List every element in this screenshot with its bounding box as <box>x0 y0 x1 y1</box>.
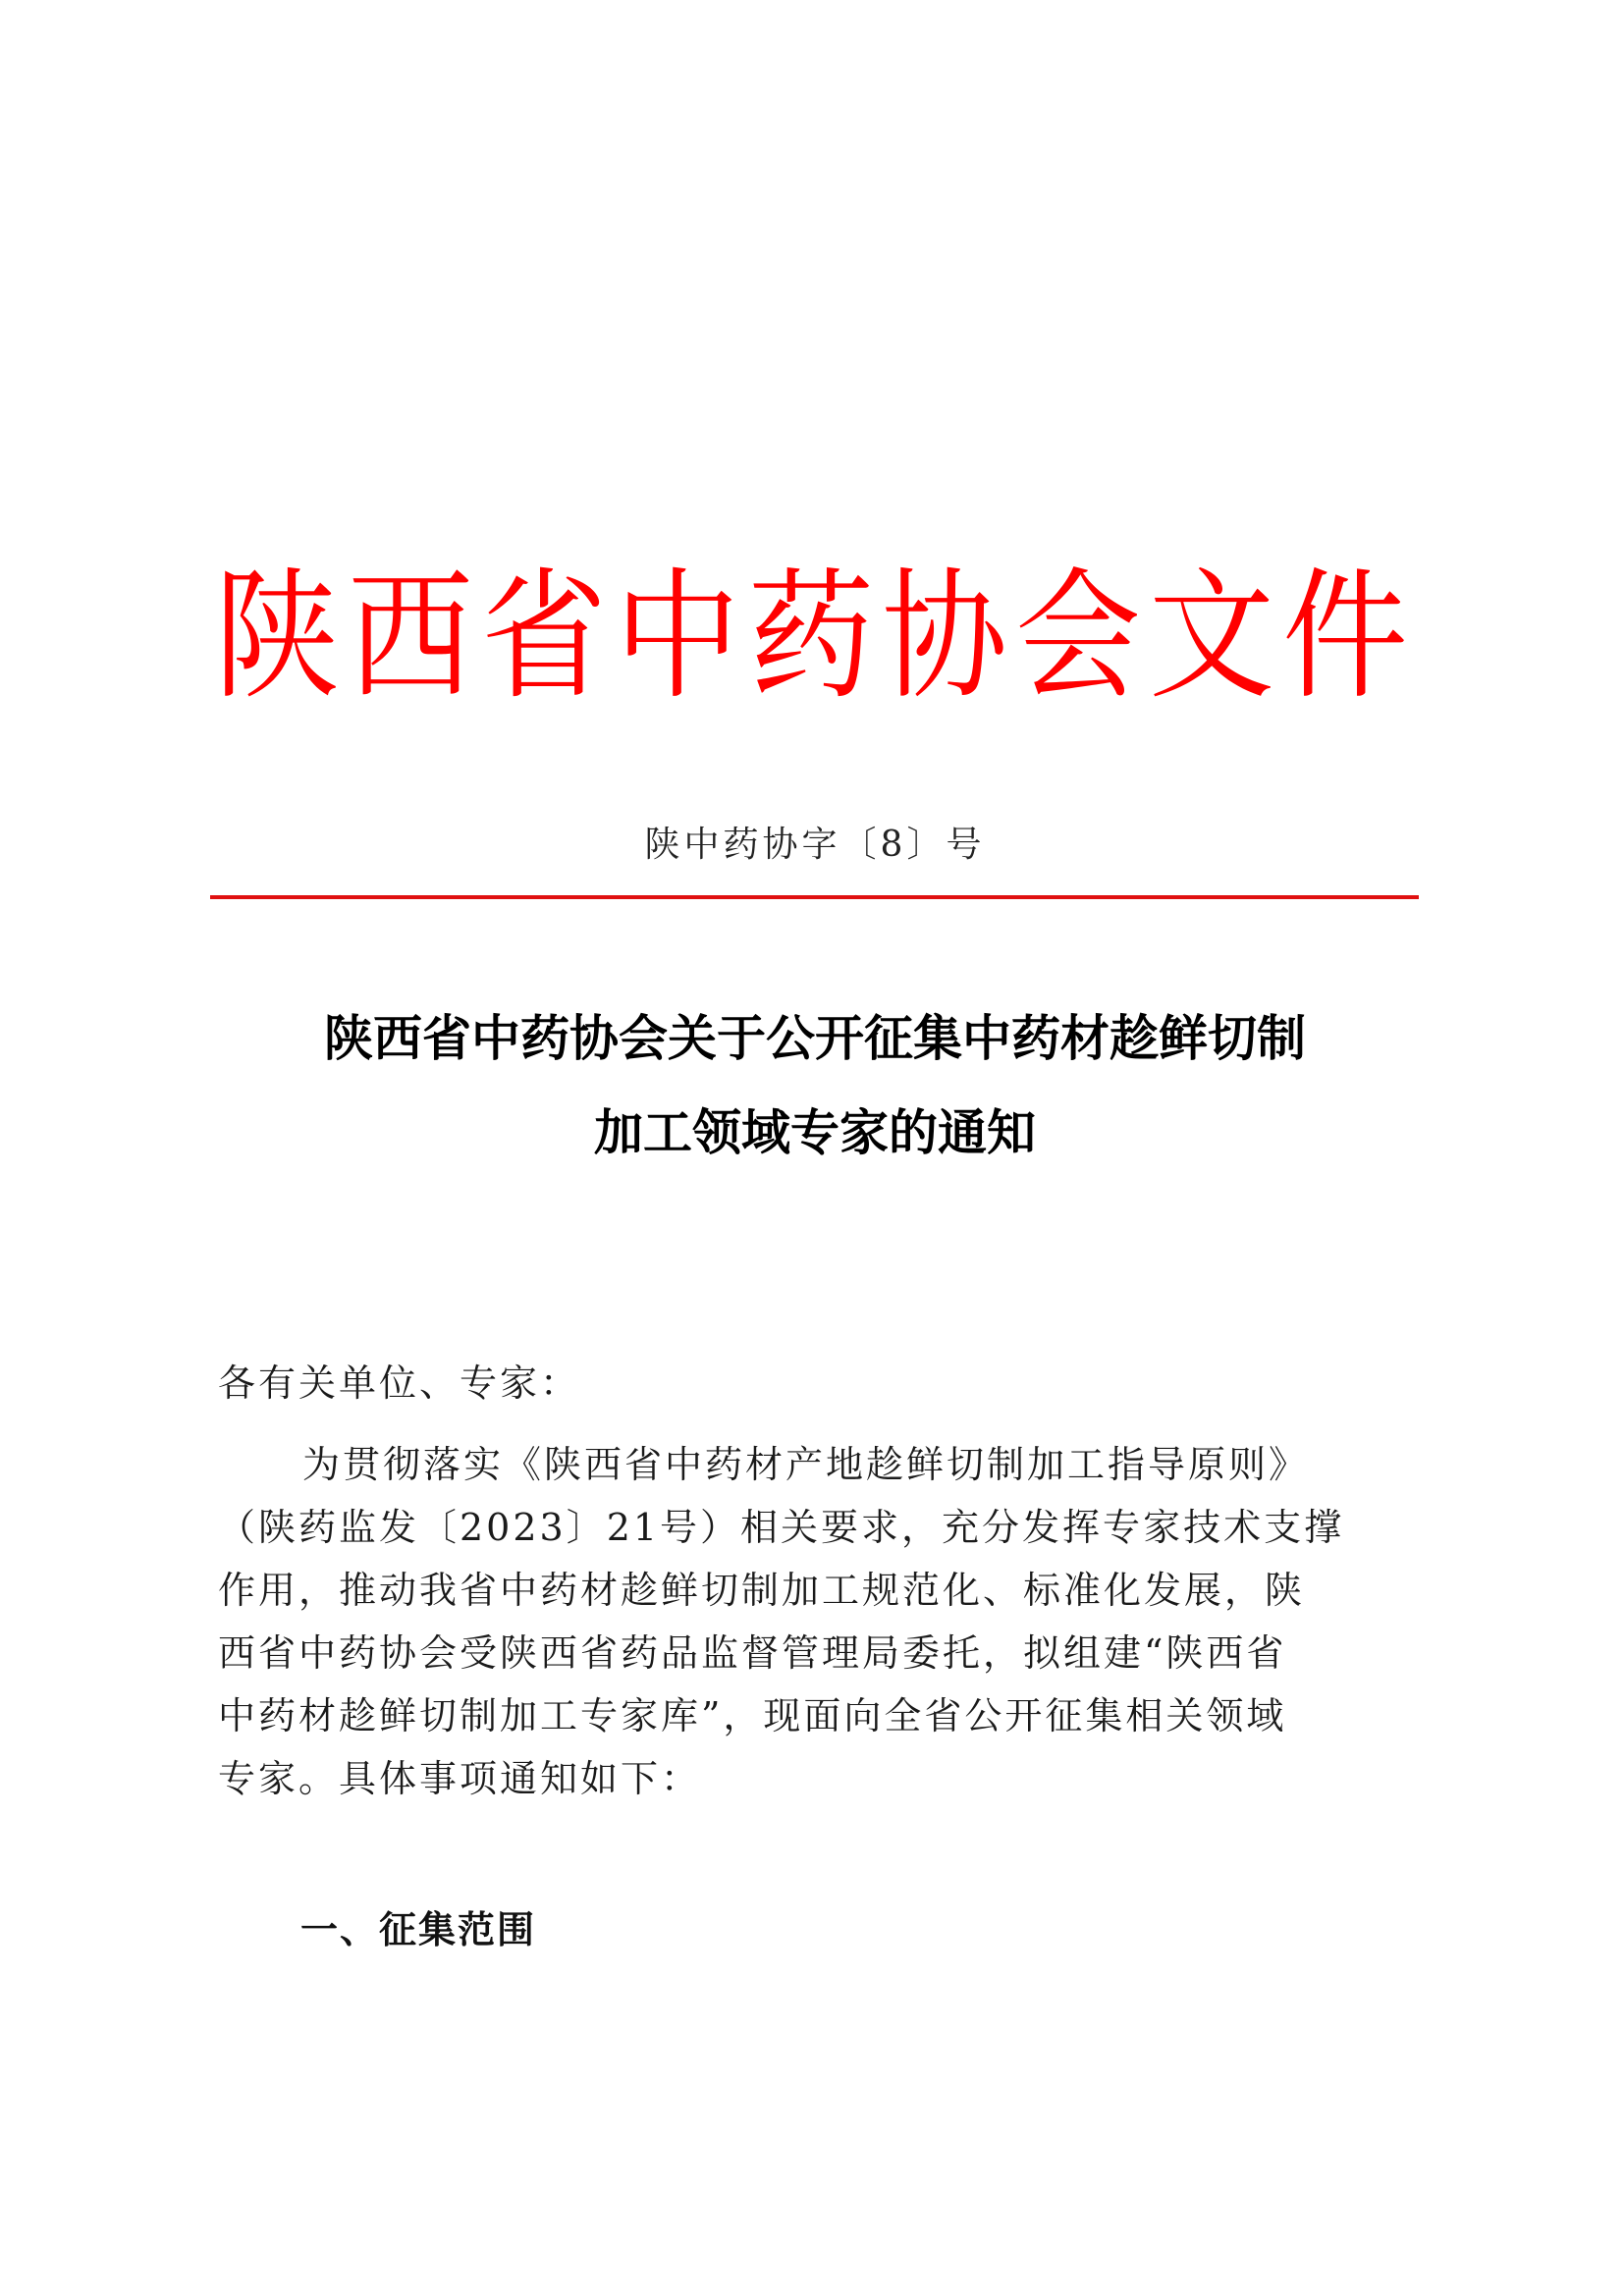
red-divider-line <box>210 895 1419 899</box>
paragraph-line: 作用，推动我省中药材趁鲜切制加工规范化、标准化发展，陕 <box>218 1569 1306 1612</box>
masthead-title: 陕西省中药协会文件 <box>213 555 1416 720</box>
paragraph-line: 为贯彻落实《陕西省中药材产地趁鲜切制加工指导原则》 <box>302 1443 1310 1486</box>
title-line-2: 加工领域专家的通知 <box>594 1103 1036 1161</box>
notice-title <box>196 991 1434 1180</box>
title-line-1: 陕西省中药协会关于公开征集中药材趁鲜切制 <box>324 1009 1306 1067</box>
section-heading: 一、征集范围 <box>300 1908 537 1951</box>
paragraph-line: 西省中药协会受陕西省药品监督管理局委托，拟组建“陕西省 <box>218 1631 1287 1675</box>
paragraph-line: 中药材趁鲜切制加工专家库”，现面向全省公开征集相关领域 <box>218 1694 1287 1737</box>
body-paragraph <box>218 1433 1408 1810</box>
document-number: 陕中药协字〔8〕号 <box>644 825 986 865</box>
paragraph-line: 专家。具体事项通知如下： <box>218 1757 702 1800</box>
salutation: 各有关单位、专家： <box>218 1362 581 1405</box>
paragraph-line: （陕药监发〔2023〕21号）相关要求，充分发挥专家技术支撑 <box>218 1506 1345 1549</box>
